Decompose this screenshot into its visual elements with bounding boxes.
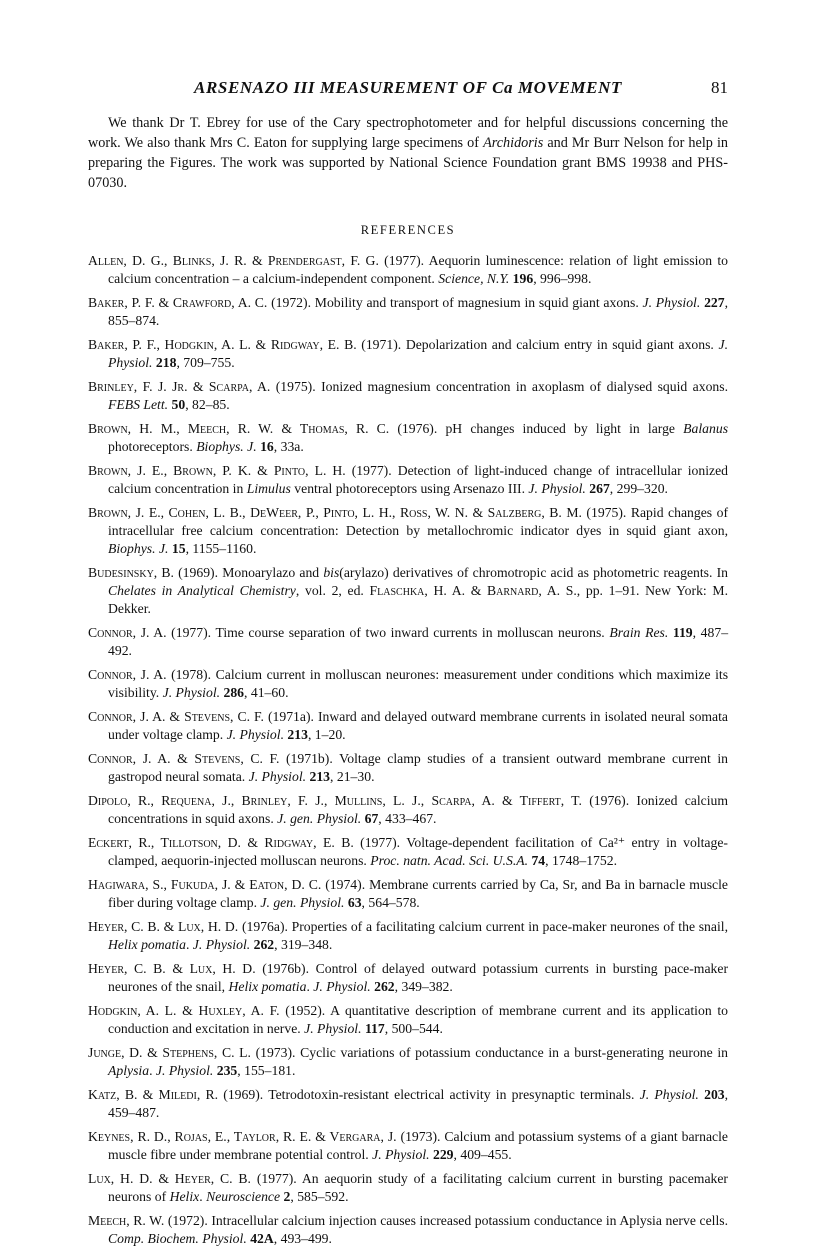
reference-title: Voltage-dependent facilitation of Ca²⁺ entry in voltage-clamped, aequorin-injected molluscan neurons. [108,835,728,868]
reference-journal: Brain Res. [609,625,669,640]
reference-volume: 2 [283,1189,291,1204]
reference-book: Chelates in Analytical Chemistry [108,583,296,598]
reference-pages: , 564–578. [361,895,420,910]
reference-authors: Connor, J. A. [88,625,167,640]
reference-item [88,666,728,702]
reference-title: Membrane currents carried by Ca, Sr, and Ba in barnacle muscle fiber during voltage clamp. [108,877,729,910]
reference-title: Monoarylazo and [222,565,320,580]
reference-year: (1976a). [241,919,288,934]
reference-title-italic: Helix pomatia [108,937,186,952]
reference-journal: J. Physiol. [155,1063,214,1078]
reference-item [88,462,728,498]
reference-item [88,792,728,828]
reference-title-rest: . [199,1189,203,1204]
reference-volume: 267 [589,481,610,496]
reference-authors: Baker, P. F., Hodgkin, A. L. & Ridgway, E. B. [88,337,357,352]
reference-item [88,336,728,372]
reference-year: (1972). [271,295,312,310]
reference-title-rest: . [185,937,190,952]
reference-title: pH changes induced by light in large [445,421,675,436]
reference-authors: Brown, H. M., Meech, R. W. & Thomas, R. C. [88,421,390,436]
reference-title: Calcium and potassium systems of a giant barnacle muscle fibre under membrane potential control. [108,1129,728,1162]
reference-year: (1971b). [286,751,333,766]
reference-journal: J. Physiol. [313,979,371,994]
reference-year: (1976). [589,793,630,808]
reference-item [88,918,728,954]
reference-volume: 262 [374,979,395,994]
reference-title-rest: (arylazo) derivatives of chromotropic acid as photometric reagents. In [339,565,729,580]
reference-authors: Meech, R. W. [88,1213,165,1228]
reference-title: Depolarization and calcium entry in squid giant axons. [405,337,714,352]
reference-journal: Biophys. J. [108,541,169,556]
reference-volume: 262 [253,937,275,952]
reference-pages: , 433–467. [378,811,437,826]
reference-volume: 119 [672,625,693,640]
reference-year: (1977). [384,253,425,268]
reference-authors: Connor, J. A. [88,667,167,682]
reference-year: (1969). [178,565,219,580]
reference-authors: Brown, J. E., Brown, P. K. & Pinto, L. H. [88,463,346,478]
reference-volume: 213 [309,769,330,784]
reference-item [88,1128,728,1164]
reference-title-italic: Balanus [683,421,729,436]
reference-authors: Lux, H. D. & Heyer, C. B. [88,1171,251,1186]
reference-item [88,564,728,618]
reference-pages: , 33a. [273,439,304,454]
reference-title: Detection of light-induced change of intracellular ionized calcium concentration in [108,463,729,496]
reference-journal: Proc. natn. Acad. Sci. U.S.A. [370,853,529,868]
reference-volume: 218 [155,355,177,370]
reference-journal: J. Physiol. [108,337,728,370]
reference-volume: 74 [531,853,546,868]
reference-pages: , 585–592. [290,1189,349,1204]
reference-title-italic: Limulus [246,481,291,496]
reference-volume: 63 [347,895,362,910]
reference-title-rest: photoreceptors. [108,439,193,454]
reference-pages: , 1748–1752. [545,853,617,868]
references-heading: REFERENCES [360,223,456,237]
reference-journal: J. gen. Physiol. [277,811,362,826]
reference-volume: 203 [704,1087,725,1102]
reference-authors: Heyer, C. B. & Lux, H. D. [88,961,256,976]
running-title: ARSENAZO III MEASUREMENT OF Ca MOVEMENT [194,78,622,97]
reference-journal: J. Physiol. [372,1147,430,1162]
reference-pages: , 459–487. [108,1087,729,1120]
reference-pages: , 299–320. [609,481,668,496]
reference-title: Voltage clamp studies of a transient outward membrane current in gastropod neural somata. [108,751,729,784]
reference-year: (1973). [255,1045,296,1060]
reference-year: (1971). [361,337,402,352]
reference-year: (1952). [285,1003,326,1018]
reference-pages: , 493–499. [273,1231,332,1246]
reference-year: (1969). [223,1087,264,1102]
reference-year: (1972). [167,1213,208,1228]
page-number: 81 [711,78,728,97]
reference-pages: , pp. 1–91. New York: M. Dekker. [108,583,728,616]
reference-authors: Hodgkin, A. L. & Huxley, A. F. [88,1003,280,1018]
reference-list [88,252,728,1248]
reference-authors: Connor, J. A. & Stevens, C. F. [88,709,264,724]
reference-volume: 67 [364,811,379,826]
reference-journal: J. gen. Physiol. [260,895,345,910]
reference-authors: Connor, J. A. & Stevens, C. F. [88,751,280,766]
reference-journal: Biophys. J. [196,439,257,454]
reference-pages: , 319–348. [274,937,333,952]
reference-journal: J. Physiol. [642,295,701,310]
reference-volume: 213 [287,727,308,742]
reference-year: (1975). [275,379,316,394]
reference-item [88,1002,728,1038]
reference-volume: 286 [223,685,244,700]
reference-book-rest: , vol. 2, ed. [295,583,364,598]
reference-title: Ionized calcium concentrations in squid axons. [108,793,729,826]
reference-journal: J. Physiol. [639,1087,699,1102]
reference-authors: Heyer, C. B. & Lux, H. D. [88,919,239,934]
acknowledgement-text: We thank Dr T. Ebrey for use of the Cary spectrophotometer and for helpful discussions concerning the work. We also thank Mrs C. Eaton for supplying large specimens of Archidoris and Mr Burr Nelson for help in preparing the Figures. The work was supported by National Science Foundation grant BMS 19938 and PHS-07030. [88,115,728,191]
reference-authors: Junge, D. & Stephens, C. L. [88,1045,251,1060]
reference-authors: Hagiwara, S., Fukuda, J. & Eaton, D. C. [88,877,322,892]
reference-authors: Budesinsky, B. [88,565,174,580]
reference-title: Mobility and transport of magnesium in squid giant axons. [314,295,639,310]
reference-title: Intracellular calcium injection causes increased potassium conductance in Aplysia nerve cells. [211,1213,729,1228]
reference-volume: 15 [171,541,186,556]
reference-authors: Dipolo, R., Requena, J., Brinley, F. J., Mullins, L. J., Scarpa, A. & Tiffert, T. [88,793,582,808]
reference-item [88,834,728,870]
reference-year: (1976). [397,421,438,436]
reference-journal: J. Physiol. [528,481,586,496]
reference-volume: 227 [704,295,725,310]
reference-volume: 42A [250,1231,274,1246]
reference-journal: Comp. Biochem. Physiol. [108,1231,247,1246]
acknowledgement-paragraph [88,113,728,193]
reference-authors: Keynes, R. D., Rojas, E., Taylor, R. E. & Vergara, J. [88,1129,397,1144]
reference-pages: , 1–20. [307,727,346,742]
reference-journal: Neuroscience [206,1189,281,1204]
reference-title: Time course separation of two inward currents in molluscan neurons. [215,625,605,640]
reference-journal: J. Physiol. [248,769,307,784]
reference-title: An aequorin study of a facilitating calcium current in bursting pacemaker neurons of [108,1171,728,1204]
reference-pages: , 409–455. [453,1147,512,1162]
reference-year: (1977). [256,1171,297,1186]
reference-title: Control of delayed outward potassium currents in bursting pace-maker neurones of the snail, [108,961,729,994]
reference-item [88,750,728,786]
reference-authors: Brinley, F. J. Jr. & Scarpa, A. [88,379,271,394]
reference-pages: , 709–755. [176,355,235,370]
page [88,74,728,1254]
reference-title: Calcium current in molluscan neurones: measurement under conditions which maximize its visibility. [108,667,729,700]
reference-authors: Eckert, R., Tillotson, D. & Ridgway, E. B. [88,835,354,850]
reference-year: (1974). [325,877,366,892]
reference-item [88,252,728,288]
reference-item [88,708,728,744]
reference-item [88,1212,728,1248]
reference-year: (1976b). [262,961,309,976]
reference-pages: , 41–60. [244,685,289,700]
reference-title: Cyclic variations of potassium conductance in a burst-generating neurone in [300,1045,729,1060]
reference-item [88,876,728,912]
reference-item [88,420,728,456]
reference-title: Aequorin luminescence: relation of light emission to calcium concentration – a calcium-independent component. [108,253,729,286]
reference-title-italic: Helix pomatia [228,979,307,994]
reference-volume: 50 [171,397,186,412]
reference-title: Ionized magnesium concentration in axoplasm of dialysed squid axons. [321,379,729,394]
reference-item [88,1170,728,1206]
reference-year: (1975). [586,505,627,520]
reference-pages: , 996–998. [533,271,592,286]
reference-year: (1971a). [267,709,314,724]
reference-title-rest: . [306,979,310,994]
reference-pages: , 500–544. [384,1021,443,1036]
reference-pages: , 349–382. [394,979,453,994]
reference-journal: J. Physiol. [192,937,251,952]
reference-pages: , 155–181. [237,1063,296,1078]
reference-title-rest: . [149,1063,153,1078]
reference-journal: J. Physiol. [304,1021,362,1036]
reference-title-italic: Aplysia [108,1063,150,1078]
reference-title: Rapid changes of intracellular free calcium concentration: Detection by metallochromic indicator dyes in squid giant axon, [108,505,729,538]
reference-authors: Katz, B. & Miledi, R. [88,1087,219,1102]
reference-title-rest: ventral photoreceptors using Arsenazo III. [290,481,525,496]
reference-volume: 117 [364,1021,385,1036]
reference-title: A quantitative description of membrane current and its application to conduction and excitation in nerve. [108,1003,729,1036]
reference-item [88,1086,728,1122]
reference-title: Tetrodotoxin-resistant electrical activity in presynaptic terminals. [268,1087,635,1102]
reference-volume: 235 [216,1063,238,1078]
reference-volume: 229 [432,1147,454,1162]
reference-volume: 196 [512,271,534,286]
running-head [88,74,728,102]
reference-item [88,504,728,558]
reference-item [88,624,728,660]
reference-pages: , 1155–1160. [185,541,257,556]
reference-editors: Flaschka, H. A. & Barnard, A. S. [369,583,577,598]
reference-journal: J. Physiol. [226,727,284,742]
reference-title-italic: bis [323,565,340,580]
reference-journal: Science, N.Y. [438,271,510,286]
reference-item [88,294,728,330]
reference-title: Inward and delayed outward membrane currents in isolated neural somata under voltage clamp. [108,709,729,742]
reference-authors: Baker, P. F. & Crawford, A. C. [88,295,268,310]
reference-year: (1978). [171,667,212,682]
reference-year: (1977). [171,625,212,640]
reference-year: (1973). [400,1129,441,1144]
reference-item [88,1044,728,1080]
reference-authors: Brown, J. E., Cohen, L. B., DeWeer, P., Pinto, L. H., Ross, W. N. & Salzberg, B. M. [88,505,582,520]
reference-title-italic: Helix [169,1189,200,1204]
reference-item [88,960,728,996]
reference-year: (1977). [351,463,392,478]
reference-authors: Allen, D. G., Blinks, J. R. & Prendergast, F. G. [88,253,379,268]
reference-title: Properties of a facilitating calcium current in pace-maker neurones of the snail, [291,919,728,934]
reference-journal: FEBS Lett. [108,397,169,412]
reference-pages: , 487–492. [108,625,729,658]
reference-pages: , 82–85. [185,397,230,412]
reference-journal: J. Physiol. [162,685,221,700]
reference-item [88,378,728,414]
reference-pages: , 21–30. [330,769,375,784]
reference-volume: 16 [260,439,274,454]
reference-pages: , 855–874. [108,295,729,328]
reference-year: (1977). [360,835,401,850]
